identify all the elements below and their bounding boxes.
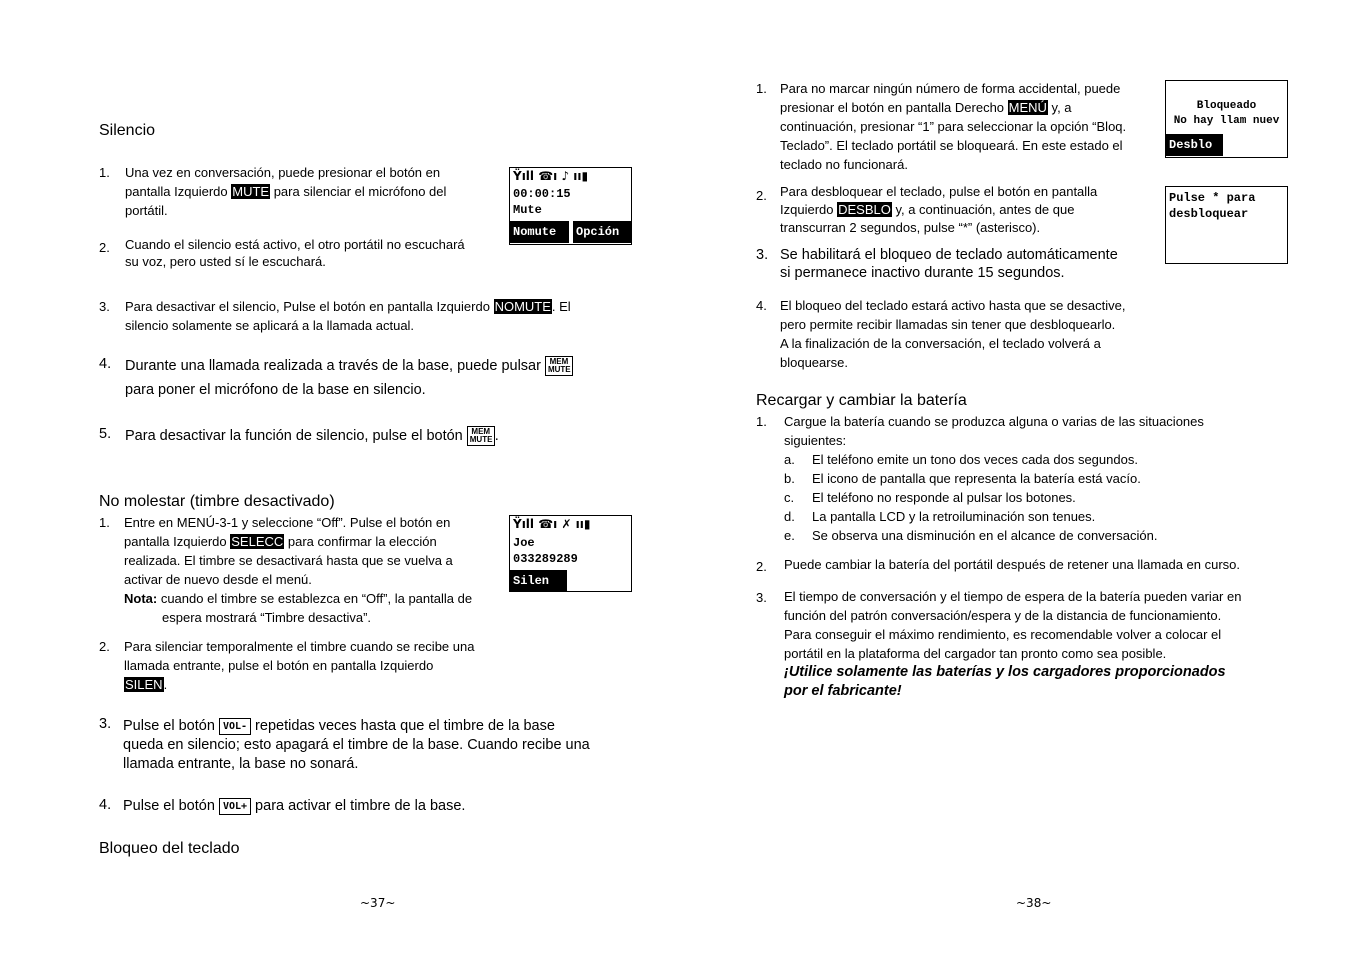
list-number: 1.: [99, 515, 110, 530]
list-item: El tiempo de conversación y el tiempo de espera de la batería pueden variar en función del patrón conversación/espera y de la distancia de funcionamiento. Para conseguir el máximo rendimiento, es recomendable volver a colocar el portátil en la plataforma del cargador tan pronto como sea posible. ¡Utilice solamente las baterías y los cargadores proporcionados por el fabricante!: [784, 587, 1324, 701]
section-heading-silencio: Silencio: [99, 122, 156, 139]
softkey-label: MUTE: [232, 184, 270, 199]
list-number: 3.: [99, 299, 110, 314]
section-heading-bloqueo: Bloqueo del teclado: [99, 840, 240, 857]
warning-text: ¡Utilice solamente las baterías y los cargadores proporcionados: [784, 664, 1226, 680]
page-number: ~37~: [360, 896, 396, 910]
mem-mute-key-icon: MEM MUTE: [467, 426, 495, 446]
lcd-line: No hay llam nuev: [1173, 115, 1280, 127]
list-item: Para desactivar la función de silencio, pulse el botón MEM MUTE .: [125, 427, 499, 445]
list-item: Durante una llamada realizada a través de la base, puede pulsar MEM MUTE para poner el micrófono de la base en silencio.: [125, 354, 635, 402]
page-number: ~38~: [1016, 896, 1052, 910]
list-number: 4.: [756, 298, 767, 313]
list-number: 2.: [756, 188, 767, 203]
list-item: Para desactivar el silencio, Pulse el botón en pantalla Izquierdo NOMUTE. El silencio solamente se aplicará a la llamada actual.: [125, 299, 571, 333]
list-item: Para silenciar temporalmente el timbre cuando se recibe una llamada entrante, pulse el botón en pantalla Izquierdo SILEN.: [124, 639, 475, 692]
lcd-line: Bloqueado: [1196, 100, 1257, 112]
list-number: 3.: [756, 247, 769, 263]
lcd-line: Joe: [513, 536, 535, 550]
section-heading-bateria: Recargar y cambiar la batería: [756, 392, 967, 409]
volume-down-key-icon: VOL-: [219, 718, 251, 735]
softkey-left: Nomute: [510, 221, 569, 243]
sub-list-item: c. El teléfono no responde al pulsar los botones.: [784, 490, 1076, 505]
volume-up-key-icon: VOL+: [219, 798, 251, 815]
list-item: Para desbloquear el teclado, pulse el botón en pantalla Izquierdo DESBLO y, a continuación, antes de que transcurran 2 segundos, pulse “*” (asterisco).: [780, 184, 1098, 235]
list-item: El bloqueo del teclado estará activo hasta que se desactive, pero permite recibir llamadas sin tener que desbloquearlo. A la finalización de la conversación, el teclado volverá a bloquearse.: [780, 298, 1126, 370]
list-item: Cargue la batería cuando se produzca alguna o varias de las situaciones siguientes:: [784, 414, 1204, 448]
lcd-screen: [1165, 80, 1288, 158]
list-item: Una vez en conversación, puede presionar el botón en pantalla Izquierdo MUTE para silenciar el micrófono del portátil.: [125, 165, 447, 218]
list-item: Entre en MENÚ-3-1 y seleccione “Off”. Pulse el botón en pantalla Izquierdo SELECC para confirmar la elección realizada. El timbre se desactivará hasta que se vuelva a activar de nuevo desde el menú. Nota: cuando el timbre se establezca en “Off”, la pantalla de espera mostrará “Timbre desactiva”.: [124, 515, 473, 625]
lcd-line: desbloquear: [1169, 207, 1249, 221]
sub-list: [784, 450, 1304, 545]
list-item: Para no marcar ningún número de forma accidental, puede presionar el botón en pantalla Derecho MENÚ y, a continuación, presionar “1” para seleccionar la opción “Bloq. Teclado”. El teclado portátil se bloqueará. En este estado el teclado no funcionará.: [780, 81, 1127, 172]
list-number: 4.: [99, 797, 112, 813]
status-icons: Ÿıll ☎ı ✗ ıı▮: [513, 517, 591, 531]
lcd-line: Mute: [513, 203, 542, 217]
lcd-line: 00:00:15: [513, 187, 571, 201]
softkey-right: Opción: [573, 221, 631, 243]
softkey-left: Silen: [510, 570, 567, 592]
lcd-screen: [509, 515, 632, 592]
softkey-label: SELECC: [231, 534, 284, 549]
list-item: Cuando el silencio está activo, el otro portátil no escuchará su voz, pero usted sí le escuchará.: [125, 237, 465, 269]
lcd-line: Pulse * para: [1169, 191, 1256, 205]
softkey-left: Desblo: [1166, 134, 1223, 156]
list-item: Pulse el botón VOL+ para activar el timbre de la base.: [123, 798, 466, 814]
list-number: 2.: [99, 240, 110, 255]
list-number: 1.: [756, 81, 767, 96]
softkey-label: NOMUTE: [494, 299, 551, 314]
softkey-label: SILEN: [125, 677, 163, 692]
mem-mute-key-icon: MEM MUTE: [545, 356, 573, 376]
list-item: Se habilitará el bloqueo de teclado automáticamente si permanece inactivo durante 15 segundos.: [780, 247, 1118, 281]
list-number: 3.: [756, 590, 767, 605]
sub-list-item: b. El icono de pantalla que representa la batería está vacío.: [784, 471, 1141, 486]
list-number: 2.: [99, 639, 110, 654]
lcd-screen: [509, 167, 632, 245]
lcd-line: 033289289: [513, 552, 578, 566]
list-number: 3.: [99, 716, 112, 732]
sub-list-item: e. Se observa una disminución en el alcance de conversación.: [784, 528, 1158, 543]
lcd-screen: [1165, 186, 1288, 264]
softkey-label: MENÚ: [1008, 100, 1047, 115]
sub-list-item: a. El teléfono emite un tono dos veces cada dos segundos.: [784, 452, 1138, 467]
list-number: 5.: [99, 426, 112, 442]
warning-text: por el fabricante!: [784, 683, 902, 699]
list-item: Pulse el botón VOL- repetidas veces hasta que el timbre de la base queda en silencio; esto apagará el timbre de la base. Cuando recibe una llamada entrante, la base no sonará.: [123, 718, 590, 772]
softkey-label: DESBLO: [838, 202, 891, 217]
status-icons: Ÿıll ☎ı ♪ ıı▮: [513, 169, 589, 183]
list-number: 2.: [756, 559, 767, 574]
list-number: 4.: [99, 356, 112, 372]
list-number: 1.: [756, 414, 767, 429]
list-number: 1.: [99, 165, 110, 180]
sub-list-item: d. La pantalla LCD y la retroiluminación son tenues.: [784, 509, 1096, 524]
section-heading-no-molestar: No molestar (timbre desactivado): [99, 493, 335, 510]
list-item: Puede cambiar la batería del portátil después de retener una llamada en curso.: [784, 557, 1241, 572]
